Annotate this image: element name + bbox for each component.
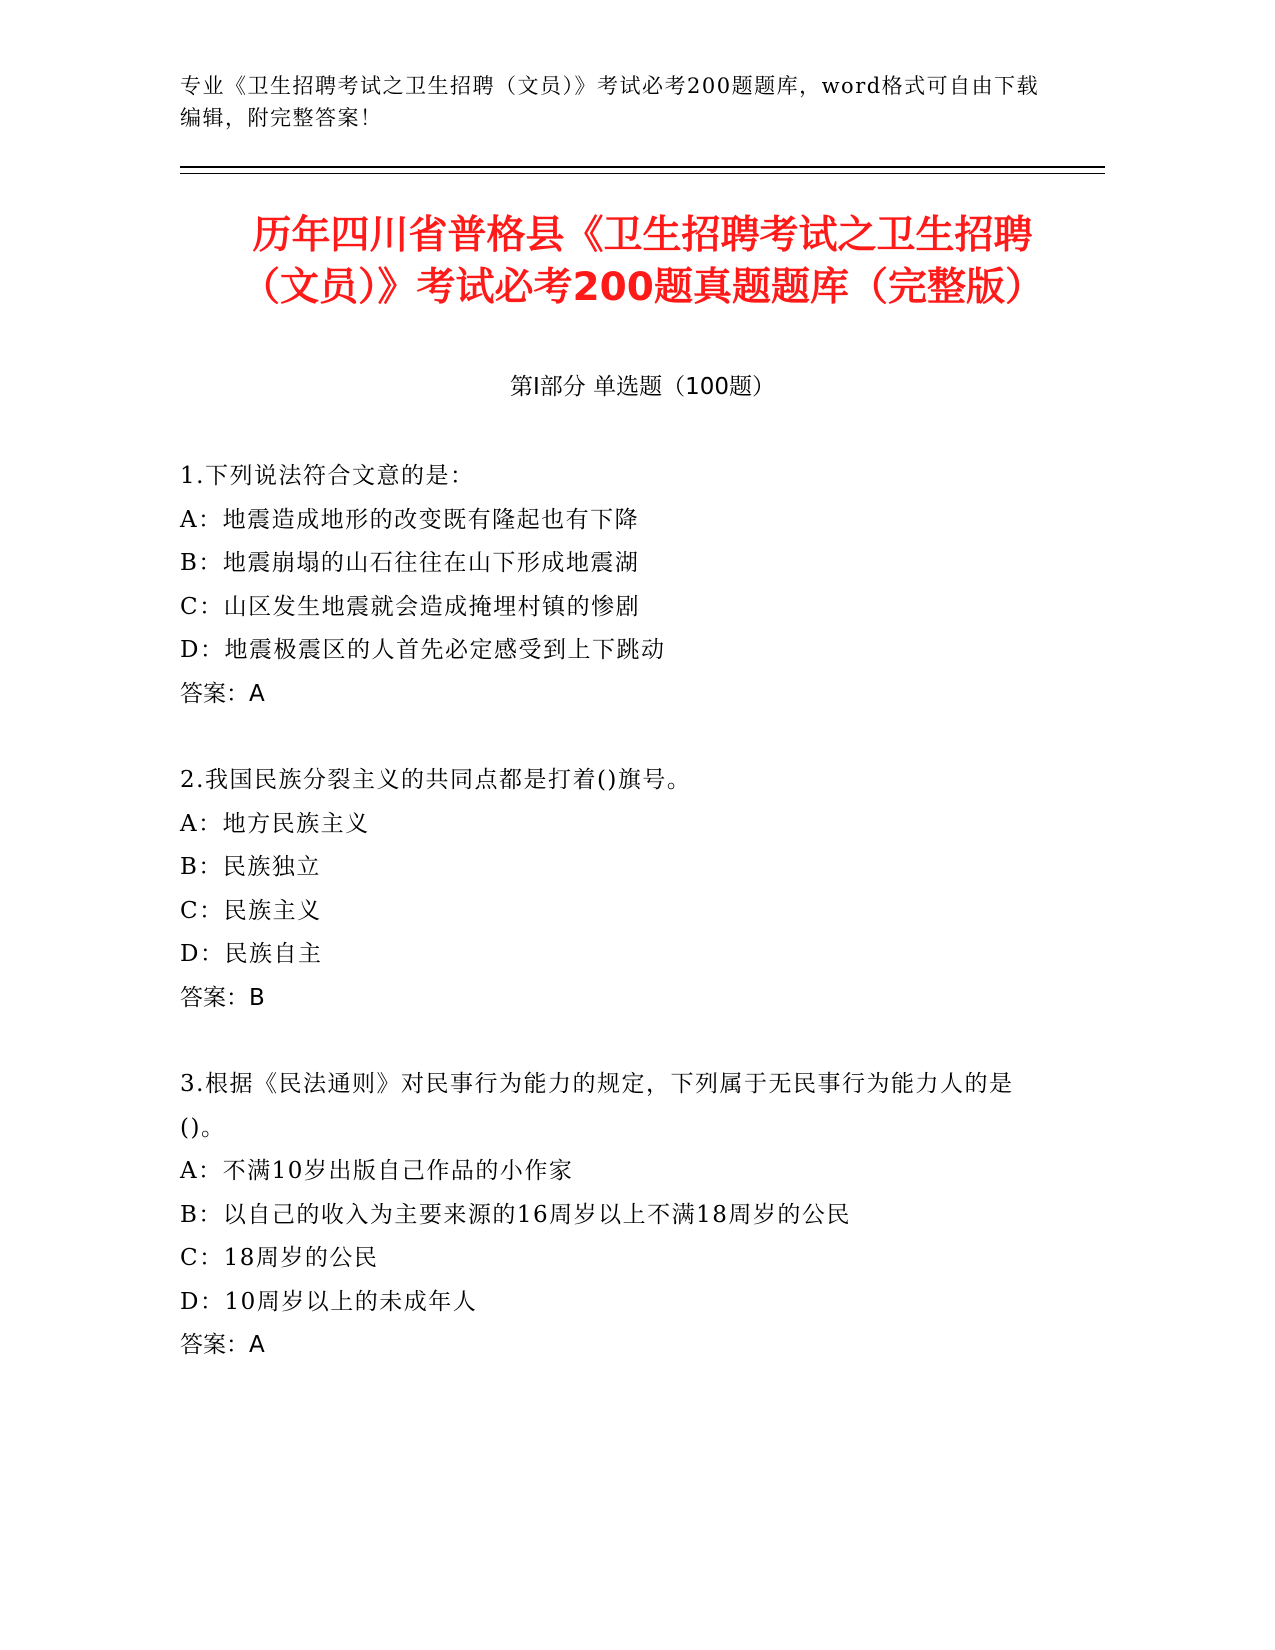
section-heading: 第I部分 单选题（100题） [510,374,775,400]
answer: 答案：A [180,1332,265,1358]
option-a: A：不满10岁出版自己作品的小作家 [180,1158,574,1184]
option-c: C：山区发生地震就会造成掩埋村镇的惨剧 [180,593,641,620]
document-page [180,70,1105,1411]
option-d: D：民族自主 [180,941,323,967]
document-title: 历年四川省普格县《卫生招聘考试之卫生招聘（文员）》考试必考200题真题题库（完整版） [241,213,1044,310]
document-intro: 专业《卫生招聘考试之卫生招聘（文员）》考试必考200题题库，word格式可自由下载编辑，附完整答案！ [180,74,1040,130]
question-2 [180,759,1105,1020]
option-c: C：民族主义 [180,897,322,924]
answer: 答案：B [180,984,265,1011]
option-b: B：以自己的收入为主要来源的16周岁以上不满18周岁的公民 [180,1201,851,1228]
option-d: D：10周岁以上的未成年人 [180,1288,478,1315]
question-3 [180,1063,1105,1368]
option-c: C：18周岁的公民 [180,1245,379,1271]
question-stem: 2.我国民族分裂主义的共同点都是打着()旗号。 [180,767,692,793]
header-divider [180,166,1105,174]
question-stem: 3.根据《民法通则》对民事行为能力的规定，下列属于无民事行为能力人的是()。 [180,1071,1014,1141]
option-b: B：民族独立 [180,854,321,880]
question-stem: 1.下列说法符合文意的是： [180,463,475,489]
option-a: A：地震造成地形的改变既有隆起也有下降 [180,506,640,533]
answer: 答案：A [180,680,265,707]
option-b: B：地震崩塌的山石往往在山下形成地震湖 [180,550,640,576]
option-d: D：地震极震区的人首先必定感受到上下跳动 [180,637,666,663]
question-1 [180,455,1105,716]
option-a: A：地方民族主义 [180,810,370,837]
